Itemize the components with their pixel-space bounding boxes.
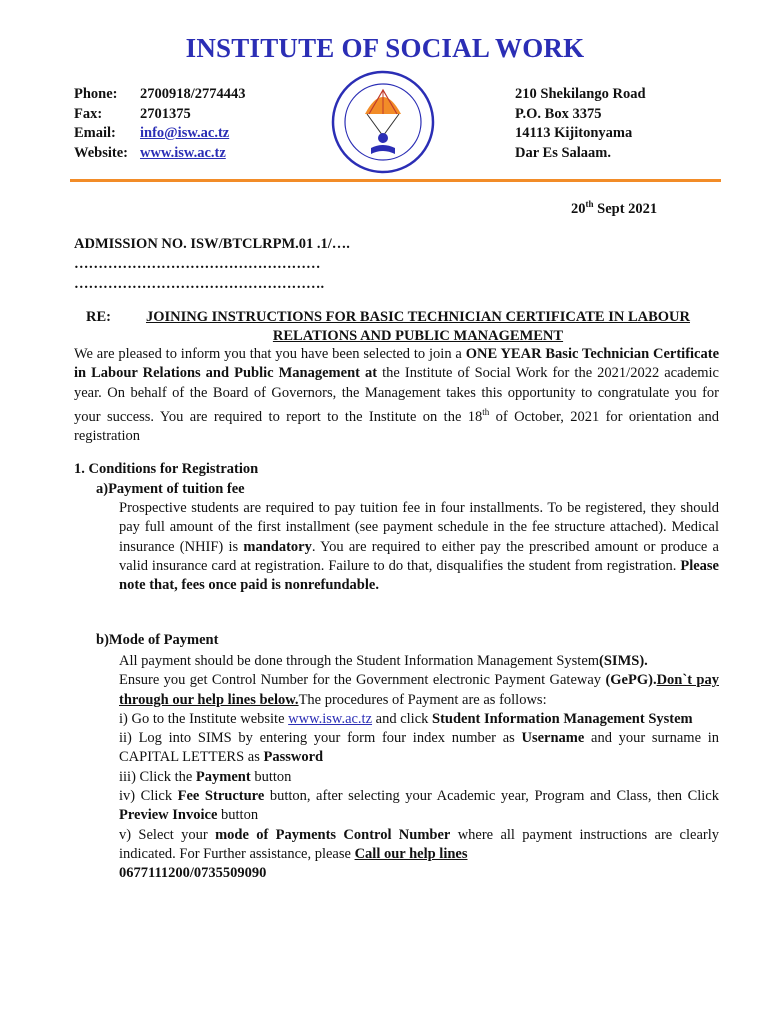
intro-paragraph: We are pleased to inform you that you have been selected to join a ONE YEAR Basic Technician Certificate in Labour Relations and Public Management at the Institute of Social Work for the 2021/2022 academic year. On behalf of the Board of Governors, the Management takes this opportunity to congratulate you for your success. You are required to report to the Institute on the 18th of October, 2021 for orientation and registration [74, 346, 720, 445]
website-link[interactable]: www.isw.ac.tz [140, 144, 226, 161]
address-placeholder: ……………………………………………. [74, 276, 325, 292]
header-divider [70, 179, 721, 182]
name-placeholder: …………………………………………… [74, 256, 321, 272]
gepg-line: Ensure you get Control Number for the Government electronic Payment Gateway (GePG).Don`t pay through our help lines below.The procedures of Payment are as follows: [119, 672, 719, 708]
subject-line [86, 308, 716, 346]
re-label: RE: [86, 309, 111, 325]
step-5: v) Select your mode of Payments Control Number where all payment instructions are clearly indicated. For Further assistance, please Call our help lines [119, 826, 720, 862]
payment-mode-heading: b)Mode of Payment [96, 632, 219, 648]
fax-label: Fax: [74, 105, 103, 122]
address-line: 14113 Kijitonyama [515, 125, 633, 141]
address-line: 210 Shekilango Road [515, 86, 646, 102]
phone-value: 2700918/2774443 [140, 86, 246, 102]
help-line-numbers: 0677111200/0735509090 [119, 865, 267, 882]
address-line: P.O. Box 3375 [515, 105, 602, 122]
subject-text: JOINING INSTRUCTIONS FOR BASIC TECHNICIAN CERTIFICATE IN LABOUR RELATIONS AND PUBLIC MANAGEMENT [145, 309, 690, 344]
institute-title: INSTITUTE OF SOCIAL WORK [185, 33, 585, 63]
tuition-paragraph: Prospective students are required to pay tuition fee in four installments. To be registered, they should pay full amount of the first installment (see payment schedule in the fee structure attached). Medical insurance (NHIF) is mandatory. You are required to either pay the prescribed amount or produce a valid insurance card at registration. Failure to do that, disqualifies the student from registration. Please note that, fees once paid is nonrefundable. [119, 500, 719, 594]
email-label: Email: [74, 125, 116, 141]
step-2: ii) Log into SIMS by entering your form four index number as Username and your surname in CAPITAL LETTERS as Password [119, 730, 719, 766]
admission-block [74, 234, 350, 294]
institute-logo-icon [321, 70, 445, 174]
step-4: iv) Click Fee Structure button, after selecting your Academic year, Program and Class, then Click Preview Invoice button [119, 788, 719, 824]
payment-instructions [119, 652, 719, 884]
conditions-heading: 1. Conditions for Registration [74, 461, 259, 477]
step-1: i) Go to the Institute website www.isw.ac.tz and click Student Information Management System [119, 710, 693, 727]
fax-value: 2701375 [140, 105, 191, 122]
website-label: Website: [74, 144, 128, 161]
sims-line: All payment should be done through the Student Information Management System(SIMS). [119, 653, 648, 669]
postal-address [515, 85, 646, 163]
phone-label: Phone: [74, 86, 118, 102]
email-link[interactable]: info@isw.ac.tz [140, 125, 230, 141]
step-3: iii) Click the Payment button [119, 768, 292, 785]
contact-details [74, 85, 246, 163]
institute-website-link[interactable]: www.isw.ac.tz [288, 710, 373, 727]
address-line: Dar Es Salaam. [515, 144, 612, 161]
admission-number: ADMISSION NO. ISW/BTCLRPM.01 .1/…. [74, 236, 350, 252]
letter-date: 20th Sept 2021 [571, 199, 658, 217]
tuition-heading: a)Payment of tuition fee [96, 481, 245, 497]
